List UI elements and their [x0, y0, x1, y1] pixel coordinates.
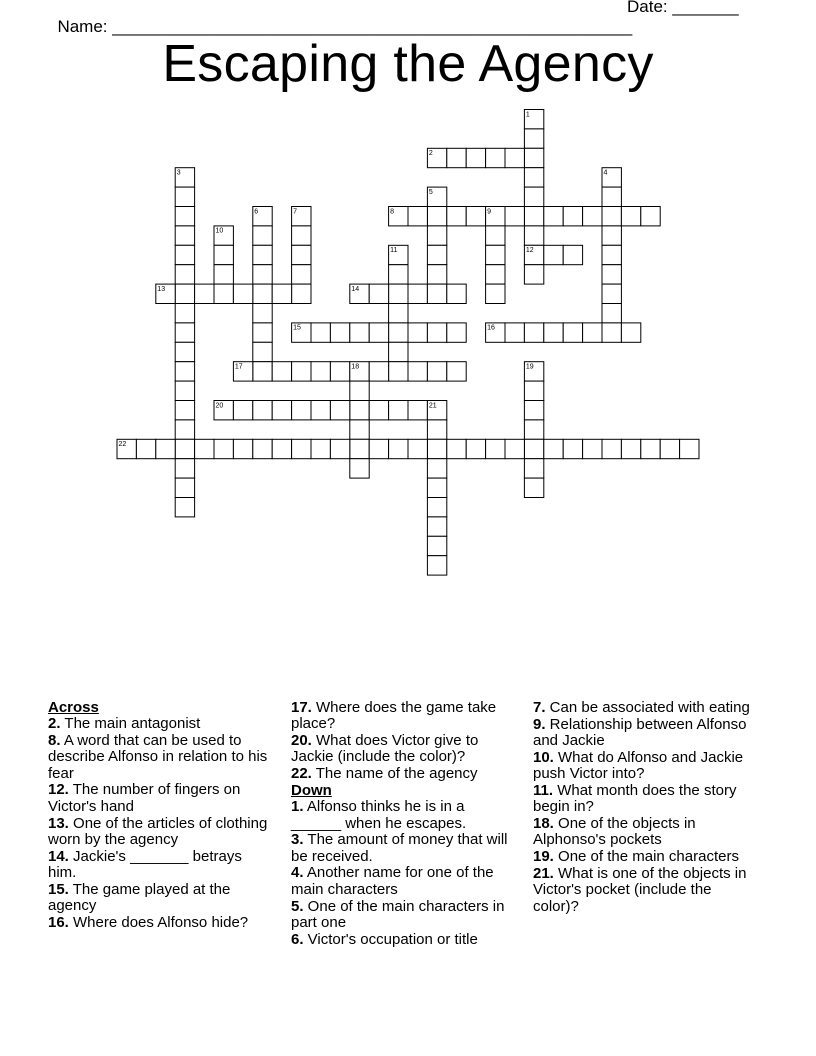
clue-number: 9. [533, 715, 546, 733]
crossword-cell[interactable] [350, 439, 369, 458]
clue-number: 17. [291, 699, 312, 716]
crossword-cell[interactable] [292, 226, 311, 245]
across-heading: Across [48, 699, 99, 716]
crossword-cell[interactable] [486, 284, 505, 303]
crossword-cell[interactable] [641, 439, 660, 458]
cell-number: 19 [525, 363, 534, 371]
crossword-cell[interactable] [602, 187, 621, 206]
clue-number: 4. [291, 864, 304, 882]
crossword-cell[interactable] [524, 226, 543, 245]
crossword-cell[interactable] [563, 323, 582, 342]
crossword-cell[interactable] [602, 226, 621, 245]
crossword-cell[interactable] [505, 323, 524, 342]
clue-item [291, 899, 516, 932]
crossword-cell[interactable] [563, 439, 582, 458]
crossword-cell[interactable] [408, 362, 427, 381]
clue-item [291, 932, 516, 948]
crossword-cell[interactable] [175, 342, 194, 361]
cell-number: 2 [428, 150, 433, 158]
crossword-cell[interactable] [408, 439, 427, 458]
puzzle-title: Escaping the Agency [162, 35, 654, 93]
crossword-cell[interactable] [524, 439, 543, 458]
clue-number: 16. [48, 913, 69, 931]
crossword-cell[interactable] [408, 323, 427, 342]
crossword-cell[interactable] [544, 207, 563, 226]
clue-item [533, 717, 758, 750]
crossword-cell[interactable] [524, 323, 543, 342]
clue-item [48, 782, 273, 815]
clue-text: The game played at the agency [48, 880, 231, 915]
clue-number: 3. [291, 831, 304, 849]
crossword-cell[interactable] [486, 439, 505, 458]
down-clue-list-continued [533, 700, 758, 915]
crossword-cell[interactable] [524, 401, 543, 420]
cell-number: 15 [293, 324, 301, 332]
clue-text: What month does the story begin in? [533, 781, 737, 816]
crossword-cell[interactable] [175, 245, 194, 264]
crossword-cell[interactable] [369, 401, 388, 420]
crossword-cell[interactable] [214, 265, 233, 284]
crossword-cell[interactable] [175, 187, 194, 206]
cell-number: 1 [525, 111, 530, 119]
crossword-cell[interactable] [175, 478, 194, 497]
crossword-cell[interactable] [292, 439, 311, 458]
crossword-cell[interactable] [427, 498, 446, 517]
crossword-cell[interactable] [292, 284, 311, 303]
crossword-cell[interactable] [544, 245, 563, 264]
crossword-cell[interactable] [486, 245, 505, 264]
crossword-cell[interactable] [466, 148, 485, 167]
crossword-cell[interactable] [253, 323, 272, 342]
crossword-cell[interactable] [621, 323, 640, 342]
date-field[interactable]: Date: _______ [627, 0, 739, 16]
crossword-cell[interactable] [253, 401, 272, 420]
clue-text: A word that can be used to describe Alfonso in relation to his fear [48, 732, 268, 782]
crossword-cell[interactable] [583, 439, 602, 458]
crossword-cell[interactable] [389, 362, 408, 381]
crossword-cell[interactable] [253, 226, 272, 245]
crossword-cell[interactable] [253, 265, 272, 284]
clue-text: The number of fingers on Victor's hand [48, 781, 241, 815]
clue-number: 15. [48, 880, 69, 898]
crossword-cell[interactable] [389, 265, 408, 284]
cell-number: 7 [293, 208, 298, 216]
clue-number: 6. [291, 930, 304, 948]
clues-column-3 [533, 700, 758, 915]
crossword-cell[interactable] [214, 284, 233, 303]
across-clue-list [48, 716, 273, 931]
clue-item [291, 799, 516, 832]
crossword-cell[interactable] [486, 148, 505, 167]
crossword-cell[interactable] [544, 323, 563, 342]
clue-number: 12. [48, 781, 69, 799]
crossword-cell[interactable] [427, 245, 446, 264]
crossword-cell[interactable] [505, 148, 524, 167]
clue-item [48, 849, 273, 882]
crossword-cell[interactable] [292, 265, 311, 284]
clue-number: 13. [48, 814, 69, 832]
crossword-cell[interactable] [311, 401, 330, 420]
clue-item [533, 866, 758, 915]
crossword-cell[interactable] [524, 207, 543, 226]
crossword-cell[interactable] [524, 187, 543, 206]
cell-number: 14 [351, 285, 360, 293]
clue-number: 11. [533, 781, 554, 799]
crossword-cell[interactable] [311, 323, 330, 342]
cell-number: 21 [428, 402, 437, 410]
clue-text: What is one of the objects in Victor's pocket (include the color)? [533, 864, 747, 915]
crossword-cell[interactable] [427, 517, 446, 536]
clue-item [291, 733, 516, 766]
crossword-cell[interactable] [621, 207, 640, 226]
clue-item [48, 716, 273, 732]
clue-text: The amount of money that will be received. [291, 831, 508, 865]
crossword-cell[interactable] [389, 401, 408, 420]
clue-text: Can be associated with eating [545, 699, 750, 716]
crossword-cell[interactable] [621, 439, 640, 458]
clue-item [291, 766, 516, 782]
name-field[interactable]: Name: _______________________________________________________ [57, 17, 633, 36]
crossword-cell[interactable] [330, 323, 349, 342]
crossword-cell[interactable] [408, 284, 427, 303]
crossword-cell[interactable] [427, 478, 446, 497]
cell-number: 13 [157, 285, 166, 293]
crossword-cell[interactable] [427, 536, 446, 555]
crossword-cell[interactable] [253, 245, 272, 264]
crossword-cell[interactable] [311, 362, 330, 381]
clue-text: Alfonso thinks he is in a ______ when he escapes. [291, 798, 467, 832]
crossword-cell[interactable] [563, 245, 582, 264]
clue-number: 22. [291, 765, 312, 783]
crossword-cell[interactable] [486, 226, 505, 245]
down-heading: Down [291, 781, 332, 799]
clue-text: Where does the game take place? [291, 699, 497, 733]
crossword-cell[interactable] [427, 420, 446, 439]
crossword-cell[interactable] [447, 439, 466, 458]
cell-number: 22 [118, 441, 127, 449]
clue-text: The name of the agency [311, 765, 478, 783]
crossword-cell[interactable] [292, 362, 311, 381]
clue-text: One of the main characters [553, 848, 739, 866]
crossword-cell[interactable] [583, 323, 602, 342]
crossword-cell[interactable] [350, 323, 369, 342]
crossword-cell[interactable] [563, 207, 582, 226]
clue-number: 20. [291, 732, 312, 750]
crossword-cell[interactable] [466, 207, 485, 226]
crossword-cell[interactable] [486, 265, 505, 284]
crossword-cell[interactable] [524, 265, 543, 284]
cell-number: 9 [487, 208, 492, 216]
cell-number: 18 [351, 363, 360, 371]
crossword-cell[interactable] [544, 439, 563, 458]
crossword-cell[interactable] [602, 304, 621, 323]
crossword-cell[interactable] [175, 381, 194, 400]
crossword-cell[interactable] [602, 265, 621, 284]
crossword-cell[interactable] [175, 439, 194, 458]
crossword-cell[interactable] [253, 362, 272, 381]
crossword-cell[interactable] [660, 439, 679, 458]
crossword-cell[interactable] [447, 148, 466, 167]
crossword-cell[interactable] [175, 420, 194, 439]
crossword-cell[interactable] [389, 284, 408, 303]
crossword-cell[interactable] [389, 304, 408, 323]
clue-item [291, 832, 516, 865]
clue-number: 18. [533, 815, 554, 833]
cell-number: 3 [176, 169, 181, 177]
crossword-cell[interactable] [175, 459, 194, 478]
clue-text: Relationship between Alfonso and Jackie [533, 715, 747, 750]
crossword-cell[interactable] [214, 439, 233, 458]
crossword-cell[interactable] [175, 304, 194, 323]
cell-number: 10 [215, 227, 224, 235]
clue-text: What do Alfonso and Jackie push Victor into? [533, 748, 744, 783]
cell-number: 11 [390, 247, 398, 255]
crossword-cell[interactable] [447, 284, 466, 303]
crossword-cell[interactable] [447, 362, 466, 381]
crossword-cell[interactable] [175, 401, 194, 420]
crossword-cell[interactable] [602, 245, 621, 264]
cell-number: 20 [215, 402, 224, 410]
crossword-cell[interactable] [311, 439, 330, 458]
cell-number: 17 [234, 363, 243, 371]
crossword-cell[interactable] [233, 284, 252, 303]
crossword-cell[interactable] [214, 245, 233, 264]
crossword-cell[interactable] [524, 478, 543, 497]
crossword-cell[interactable] [427, 207, 446, 226]
crossword-cell[interactable] [447, 207, 466, 226]
crossword-cell[interactable] [175, 498, 194, 517]
clue-number: 14. [48, 847, 69, 865]
cell-number: 5 [428, 188, 433, 196]
crossword-cell[interactable] [602, 323, 621, 342]
crossword-cell[interactable] [641, 207, 660, 226]
crossword-cell[interactable] [272, 401, 291, 420]
crossword-cell[interactable] [427, 362, 446, 381]
crossword-cell[interactable] [524, 381, 543, 400]
crossword-cell[interactable] [253, 439, 272, 458]
across-clue-list-continued [291, 700, 516, 782]
clue-item [533, 816, 758, 849]
crossword-cell[interactable] [427, 459, 446, 478]
clue-number: 1. [291, 798, 304, 816]
crossword-cell[interactable] [350, 401, 369, 420]
cell-number: 12 [525, 247, 534, 255]
clue-text: Jackie's _______ betrays him. [48, 847, 242, 881]
crossword-cell[interactable] [389, 342, 408, 361]
crossword-cell[interactable] [583, 207, 602, 226]
crossword-cell[interactable] [350, 459, 369, 478]
crossword-cell[interactable] [369, 439, 388, 458]
clue-number: 2. [48, 715, 61, 733]
clue-number: 8. [48, 732, 61, 750]
crossword-cell[interactable] [253, 284, 272, 303]
crossword-cell[interactable] [524, 420, 543, 439]
cell-number: 8 [390, 208, 395, 216]
clue-item [533, 849, 758, 865]
clue-item [48, 915, 273, 931]
crossword-cell[interactable] [408, 401, 427, 420]
crossword-cell[interactable] [136, 439, 155, 458]
clue-item [291, 700, 516, 733]
crossword-cell[interactable] [447, 323, 466, 342]
clue-text: Where does Alfonso hide? [68, 913, 249, 931]
crossword-cell[interactable] [350, 381, 369, 400]
clues-column-2 [291, 700, 516, 948]
clue-number: 21. [533, 864, 554, 882]
crossword-cell[interactable] [389, 439, 408, 458]
crossword-cell[interactable] [524, 168, 543, 187]
crossword-cell[interactable] [175, 284, 194, 303]
crossword-cell[interactable] [175, 323, 194, 342]
clue-text: One of the objects in Alphonso's pockets [533, 815, 696, 849]
crossword-cell[interactable] [369, 362, 388, 381]
crossword-cell[interactable] [175, 207, 194, 226]
clue-number: 10. [533, 748, 554, 766]
crossword-cell[interactable] [253, 342, 272, 361]
crossword-cell[interactable] [427, 556, 446, 575]
crossword-cell[interactable] [408, 207, 427, 226]
clue-text: One of the main characters in part one [291, 897, 505, 931]
cell-number: 16 [487, 324, 495, 332]
clue-item [533, 700, 758, 716]
crossword-cell[interactable] [195, 284, 214, 303]
crossword-cell[interactable] [272, 362, 291, 381]
crossword-cell[interactable] [524, 459, 543, 478]
crossword-cell[interactable] [175, 226, 194, 245]
crossword-cell[interactable] [175, 362, 194, 381]
clue-item [291, 865, 516, 898]
crossword-cell[interactable] [602, 207, 621, 226]
clue-text: What does Victor give to Jackie (include the color)? [291, 732, 479, 766]
crossword-cell[interactable] [369, 323, 388, 342]
crossword-cell[interactable] [292, 245, 311, 264]
crossword-cell[interactable] [156, 439, 175, 458]
crossword-cell[interactable] [233, 401, 252, 420]
crossword-cell[interactable] [272, 284, 291, 303]
clue-item [48, 733, 273, 782]
cell-number: 4 [603, 169, 608, 177]
crossword-cell[interactable] [427, 226, 446, 245]
clue-number: 5. [291, 897, 304, 915]
crossword-cell[interactable] [330, 362, 349, 381]
crossword-cell[interactable] [602, 439, 621, 458]
crossword-cell[interactable] [505, 207, 524, 226]
crossword-cell[interactable] [233, 439, 252, 458]
clue-text: Victor's occupation or title [303, 930, 478, 948]
crossword-cell[interactable] [427, 265, 446, 284]
clue-number: 19. [533, 848, 554, 866]
crossword-cell[interactable] [175, 265, 194, 284]
crossword-cell[interactable] [602, 284, 621, 303]
crossword-cell[interactable] [272, 439, 291, 458]
cell-number: 6 [254, 208, 259, 216]
crossword-cell[interactable] [330, 439, 349, 458]
clue-item [48, 882, 273, 915]
clue-item [533, 750, 758, 783]
down-clue-list [291, 799, 516, 948]
crossword-cell[interactable] [427, 323, 446, 342]
crossword-cell[interactable] [369, 284, 388, 303]
clues-column-1 [48, 700, 273, 932]
crossword-cell[interactable] [330, 401, 349, 420]
crossword-cell[interactable] [292, 401, 311, 420]
crossword-cell[interactable] [389, 323, 408, 342]
clue-text: Another name for one of the main characters [291, 864, 494, 898]
crossword-cell[interactable] [350, 420, 369, 439]
crossword-cell[interactable] [253, 304, 272, 323]
clue-item [533, 783, 758, 816]
crossword-cell[interactable] [505, 439, 524, 458]
crossword-cell[interactable] [195, 439, 214, 458]
crossword-cell[interactable] [427, 284, 446, 303]
clue-text: One of the articles of clothing worn by the agency [48, 814, 268, 848]
clue-text: The main antagonist [60, 715, 201, 733]
crossword-cell[interactable] [524, 148, 543, 167]
clue-item [48, 816, 273, 849]
clue-number: 7. [533, 699, 546, 716]
crossword-cell[interactable] [466, 439, 485, 458]
crossword-cell[interactable] [524, 129, 543, 148]
crossword-cell[interactable] [427, 439, 446, 458]
crossword-cell[interactable] [680, 439, 699, 458]
